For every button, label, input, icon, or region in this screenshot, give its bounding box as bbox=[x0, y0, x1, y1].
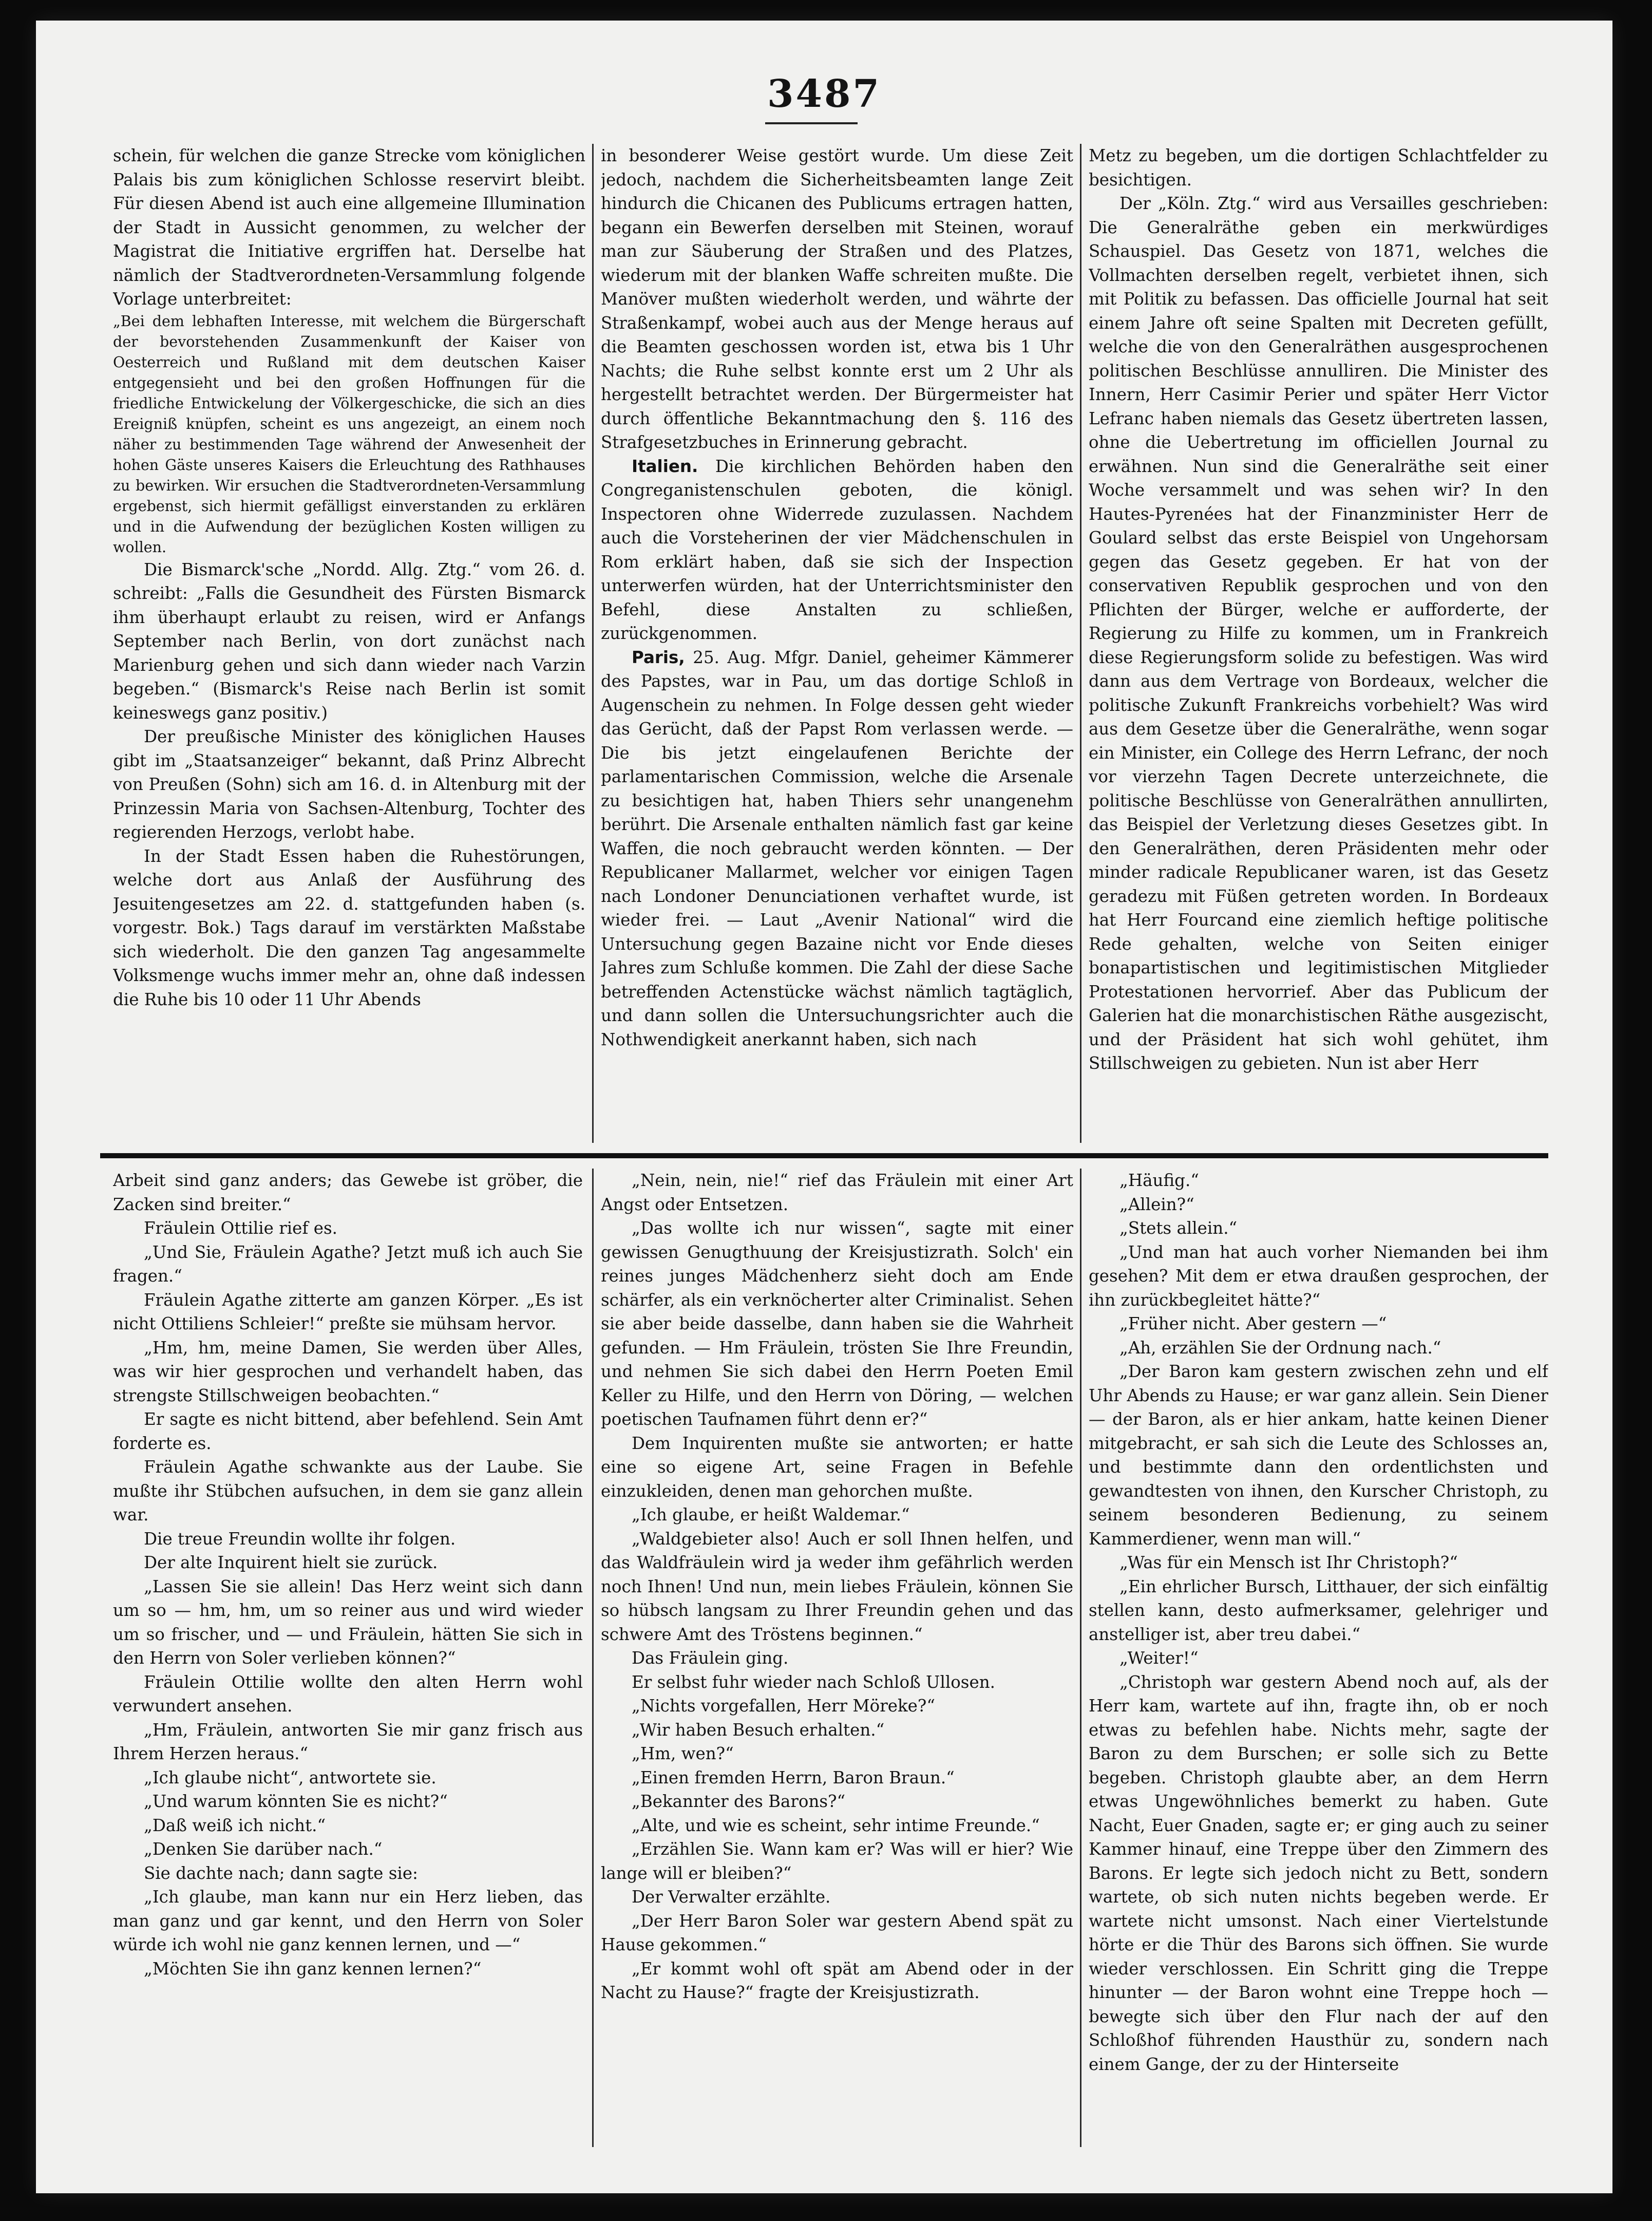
page-number: 3487 bbox=[767, 72, 881, 116]
paragraph bbox=[113, 1216, 583, 1240]
paragraph bbox=[601, 1814, 1073, 1838]
paragraph-text: In der Stadt Essen haben die Ruhestörungen, welche dort aus Anlaß der Ausführung des Jesuitengesetzes am 22. d. stattgefunden haben (s. vorgestr. Bok.) Tags darauf im verstärkten Maßstabe sich wiederholt. Die den ganzen Tag angesammelte Volksmenge wuchs immer mehr an, ohne daß indessen die Ruhe bis 10 oder 11 Uhr Abends bbox=[113, 846, 585, 1009]
page-number-underline bbox=[765, 122, 858, 124]
newspaper-page bbox=[36, 21, 1612, 2193]
paragraph-text: Sie dachte nach; dann sagte sie: bbox=[144, 1863, 418, 1883]
paragraph bbox=[113, 1885, 583, 1957]
paragraph-text: „Stets allein.“ bbox=[1119, 1218, 1238, 1238]
paragraph bbox=[1089, 1360, 1548, 1551]
paragraph-text: „Und man hat auch vorher Niemanden bei ihm gesehen? Mit dem er etwa draußen gesprochen, der ihn zurückbegleitet hätte?“ bbox=[1089, 1242, 1548, 1310]
paragraph-text: „Hm, hm, meine Damen, Sie werden über Alles, was wir hier gesprochen und verhandelt haben, das strengste Stillschweigen beobachten.“ bbox=[113, 1338, 583, 1405]
paragraph bbox=[1089, 1216, 1548, 1240]
paragraph bbox=[601, 1527, 1073, 1647]
paragraph-text: „Möchten Sie ihn ganz kennen lernen?“ bbox=[144, 1959, 482, 1979]
paragraph bbox=[1089, 1240, 1548, 1312]
paragraph-text: Dem Inquirenten mußte sie antworten; er hatte eine so eigene Art, seine Fragen in Befehle einzukleiden, denen man gehorchen mußte. bbox=[601, 1433, 1073, 1501]
paragraph-text: „Hm, Fräulein, antworten Sie mir ganz frisch aus Ihrem Herzen heraus.“ bbox=[113, 1720, 583, 1763]
paragraph bbox=[1089, 1312, 1548, 1336]
paragraph-text: Fräulein Agathe zitterte am ganzen Körper. „Es ist nicht Ottiliens Schleier!“ preßte sie mühsam hervor. bbox=[113, 1290, 583, 1333]
paragraph bbox=[1089, 1646, 1548, 1670]
paragraph bbox=[113, 1861, 583, 1886]
paragraph bbox=[601, 1694, 1073, 1718]
paragraph-text: „Das wollte ich nur wissen“, sagte mit einer gewissen Genugthuung der Kreisjustizrath. Solch' ein reines junges Mädchenherz sieht doch am Ende schärfer, als ein verknöcherter alter Criminalist. Sehen sie aber beide dasselbe, dann haben sie die Wahrheit gefunden. — Hm Fräulein, trösten Sie Ihre Freundin, und nehmen Sie sich dabei den Herrn Poeten Emil Keller zu Hilfe, und den Herrn von Döring, — welchen poetischen Taufnamen führt denn er?“ bbox=[601, 1218, 1073, 1429]
paragraph-text: „Waldgebieter also! Auch er soll Ihnen helfen, und das Waldfräulein wird ja weder ihm gefährlich werden noch Ihnen! Und nun, mein liebes Fräulein, können Sie so hübsch langsam zu Ihrer Freundin gehen und das schwere Amt des Tröstens beginnen.“ bbox=[601, 1529, 1073, 1644]
paragraph-text: „Ich glaube, er heißt Waldemar.“ bbox=[632, 1505, 910, 1524]
paragraph bbox=[1089, 1551, 1548, 1575]
paragraph-text: Der Verwalter erzählte. bbox=[632, 1887, 831, 1907]
column-divider bbox=[592, 144, 594, 1143]
paragraph-text: „Ah, erzählen Sie der Ordnung nach.“ bbox=[1119, 1338, 1441, 1358]
paragraph bbox=[113, 1790, 583, 1814]
paragraph-text: Das Fräulein ging. bbox=[632, 1648, 789, 1668]
column-divider bbox=[1080, 144, 1081, 1143]
paragraph bbox=[113, 844, 585, 1012]
news-column-1 bbox=[113, 144, 585, 1143]
paragraph bbox=[1089, 1336, 1548, 1360]
paragraph-text: Er selbst fuhr wieder nach Schloß Ullosen. bbox=[632, 1672, 995, 1692]
paragraph-text: „Hm, wen?“ bbox=[632, 1744, 734, 1763]
paragraph bbox=[601, 1837, 1073, 1885]
paragraph-text: „Der Baron kam gestern zwischen zehn und elf Uhr Abends zu Hause; er war ganz allein. Sein Diener — der Baron, als er hier ankam, hatte keinen Diener mitgebracht, er sah sich die Leute des Schlosses an, und bestimmte dann den ordentlichsten und gewandtesten von ihnen, den Kurscher Christoph, zu seinem besonderen Bedienung, zu seinem Kammerdiener, wenn man will.“ bbox=[1089, 1362, 1548, 1549]
paragraph bbox=[601, 1503, 1073, 1527]
paragraph-text: „Denken Sie darüber nach.“ bbox=[144, 1839, 383, 1859]
paragraph-text: „Daß weiß ich nicht.“ bbox=[144, 1815, 326, 1835]
paragraph bbox=[113, 311, 585, 558]
paragraph-text: „Früher nicht. Aber gestern —“ bbox=[1119, 1314, 1387, 1333]
paragraph bbox=[601, 646, 1073, 1052]
paragraph bbox=[601, 1169, 1073, 1216]
paragraph-text: „Bekannter des Barons?“ bbox=[632, 1792, 846, 1811]
paragraph-text: „Häufig.“ bbox=[1119, 1171, 1199, 1190]
paragraph bbox=[601, 1718, 1073, 1742]
paragraph-text: „Einen fremden Herrn, Baron Braun.“ bbox=[632, 1767, 955, 1787]
paragraph bbox=[113, 1336, 583, 1408]
paragraph bbox=[1089, 1670, 1548, 2077]
paragraph-text: „Wir haben Besuch erhalten.“ bbox=[632, 1720, 885, 1740]
paragraph-text: Fräulein Ottilie rief es. bbox=[144, 1218, 337, 1238]
paragraph-text: „Und warum könnten Sie es nicht?“ bbox=[144, 1792, 448, 1811]
paragraph-text: Der preußische Minister des königlichen Hauses gibt im „Staatsanzeiger“ bekannt, daß Prinz Albrecht von Preußen (Sohn) sich am 16. d. in Altenburg mit der Prinzessin Maria von Sachsen-Altenburg, Tochter des regierenden Herzogs, verlobt habe. bbox=[113, 727, 585, 842]
paragraph-text: „Weiter!“ bbox=[1119, 1648, 1199, 1668]
paragraph-text: „Bei dem lebhaften Interesse, mit welchem die Bürgerschaft der bevorstehenden Zusammenkunft der Kaiser von Oesterreich und Rußland mit dem deutschen Kaiser entgegensieht und bei den großen Hoffnungen für die friedliche Entwickelung der Völkergeschicke, die sich an dies Ereigniß knüpfen, scheint es uns angezeigt, an einem noch näher zu bestimmenden Tage während der Anwesenheit der hohen Gäste unseres Kaisers die Erleuchtung des Rathhauses zu bewirken. Wir ersuchen die Stadtverordneten-Versammlung ergebenst, sich hiermit gefälligst einverstanden zu erklären und in die Aufwendung der bezüglichen Kosten willigen zu wollen. bbox=[113, 312, 585, 556]
paragraph bbox=[113, 1670, 583, 1718]
paragraph bbox=[1089, 1193, 1548, 1217]
paragraph-text: in besonderer Weise gestört wurde. Um diese Zeit jedoch, nachdem die Sicherheitsbeamten lange Zeit hindurch die Chicanen des Publicums ertragen hatten, begann ein Bewerfen derselben mit Steinen, worauf man zur Säuberung der Straßen und des Platzes, wiederum mit der blanken Waffe schreiten mußte. Die Manöver mußten wiederholt werden, und währte der Straßenkampf, wobei auch aus der Menge heraus auf die Beamten geschossen worden ist, etwa bis 1 Uhr Nachts; die Ruhe selbst konnte erst um 2 Uhr als hergestellt betrachtet werden. Der Bürgermeister hat durch öffentliche Bekanntmachung den §. 116 des Strafgesetzbuches in Erinnerung gebracht. bbox=[601, 146, 1073, 452]
paragraph bbox=[113, 558, 585, 725]
paragraph-text: 25. Aug. Mfgr. Daniel, geheimer Kämmerer des Papstes, war in Pau, um das dortige Schloß in Augenschein zu nehmen. In Folge dessen geht wieder das Gerücht, daß der Papst Rom verlassen werde. — Die bis jetzt eingelaufenen Berichte der parlamentarischen Commission, welche die Arsenale zu besichtigen hat, haben Thiers sehr unangenehm berührt. Die Arsenale enthalten nämlich fast gar keine Waffen, die noch gebraucht werden könnten. — Der Republicaner Mallarmet, welcher vor einigen Tagen nach Londoner Denunciationen verhaftet wurde, ist wieder frei. — Laut „Avenir National“ wird die Untersuchung gegen Bazaine nicht vor Ende dieses Jahres zum Schluße kommen. Die Zahl der diese Sache betreffenden Actenstücke wächst nämlich tagtäglich, und dann sollen die Untersuchungsrichter auch die Nothwendigkeit anerkannt haben, sich nach bbox=[601, 647, 1073, 1049]
paragraph-text: „Nichts vorgefallen, Herr Möreke?“ bbox=[632, 1696, 935, 1716]
feuilleton-column-1 bbox=[113, 1169, 583, 2147]
paragraph bbox=[601, 1885, 1073, 1909]
paragraph bbox=[113, 1407, 583, 1455]
paragraph-text: „Lassen Sie sie allein! Das Herz weint sich dann um so — hm, hm, um so reiner aus und wird wieder um so frischer, und — und Fräulein, hätten Sie sich in den Herrn von Soler verlieben können?“ bbox=[113, 1576, 583, 1668]
paragraph bbox=[601, 1216, 1073, 1432]
paragraph bbox=[1089, 192, 1548, 1076]
paragraph bbox=[113, 1455, 583, 1527]
paragraph-text: Die kirchlichen Behörden haben den Congreganistenschulen geboten, die königl. Inspectoren ohne Widerrede zuzulassen. Nachdem auch die Vorsteherinen der vier Mädchenschulen in Rom erklärt haben, daß sie sich der Inspection unterwerfen würden, hat der Unterrichtsminister den Befehl, diese Anstalten zu schließen, zurückgenommen. bbox=[601, 456, 1073, 643]
paragraph-text: Die treue Freundin wollte ihr folgen. bbox=[144, 1529, 456, 1549]
paragraph bbox=[601, 1432, 1073, 1503]
column-divider bbox=[592, 1169, 594, 2147]
paragraph bbox=[113, 725, 585, 844]
paragraph bbox=[1089, 144, 1548, 192]
paragraph bbox=[601, 455, 1073, 646]
paragraph-text: Die Bismarck'sche „Nordd. Allg. Ztg.“ vom 26. d. schreibt: „Falls die Gesundheit des Fürsten Bismarck ihm überhaupt erlaubt zu reisen, wird er Anfangs September nach Berlin, von dort zunächst nach Marienburg gehen und sich dann wieder nach Varzin begeben.“ (Bismarck's Reise nach Berlin ist somit keineswegs ganz positiv.) bbox=[113, 559, 585, 723]
paragraph bbox=[601, 1670, 1073, 1695]
paragraph bbox=[113, 144, 585, 311]
paragraph-text: Fräulein Agathe schwankte aus der Laube. Sie mußte ihr Stübchen aufsuchen, in dem sie ganz allein war. bbox=[113, 1457, 583, 1524]
paragraph-text: Metz zu begeben, um die dortigen Schlachtfelder zu besichtigen. bbox=[1089, 146, 1548, 190]
paragraph-text: „Alte, und wie es scheint, sehr intime Freunde.“ bbox=[632, 1815, 1040, 1835]
paragraph-text: „Der Herr Baron Soler war gestern Abend spät zu Hause gekommen.“ bbox=[601, 1911, 1073, 1954]
news-column-2 bbox=[601, 144, 1073, 1143]
paragraph-text: „Was für ein Mensch ist Ihr Christoph?“ bbox=[1119, 1553, 1458, 1572]
paragraph-text: Der „Köln. Ztg.“ wird aus Versailles geschrieben: Die Generalräthe geben ein merkwürdiges Schauspiel. Das Gesetz von 1871, welches die Vollmachten derselben regelt, verbietet ihnen, sich mit Politik zu befassen. Das officielle Journal hat seit einem Jahre oft seine Spalten mit Decreten gefüllt, welche die von den Generalräthen ausgesprochenen politischen Beschlüsse annulliren. Die Minister des Innern, Herr Casimir Perier und später Herr Victor Lefranc haben niemals das Gesetz übertreten lassen, ohne die Uebertretung im officiellen Journal zu erwähnen. Nun sind die Generalräthe seit einer Woche versammelt und was sehen wir? In den Hautes-Pyrenées hat der Finanzminister Herr de Goulard selbst das erste Beispiel von Ungehorsam gegen das Gesetz gegeben. Er hat von der conservativen Republik gesprochen und von den Pflichten der Bürger, welche er aufforderte, der Regierung zu Hilfe zu kommen, um in Frankreich diese Regierungsform solide zu befestigen. Was wird dann aus dem Vertrage von Bordeaux, welcher die politische Zukunft Frankreichs vorbehielt? Was wird aus dem Gesetze über die Generalräthe, wenn sogar ein Minister, ein College des Herrn Lefranc, der noch vor vierzehn Tagen Decrete unterzeichnete, die politische Beschlüsse von Generalräthen annullirten, das Beispiel der Verletzung dieses Gesetzes gibt. In den Generalräthen, deren Präsidenten mehr oder minder radicale Republicaner waren, ist das Gesetz geradezu mit Füßen getreten worden. In Bordeaux hat Herr Fourcand eine ziemlich heftige politische Rede gehalten, welche von Seiten einiger bonapartistischen und legitimistischen Mitglieder Protestationen hervorrief. Aber das Publicum der Galerien hat die monarchistischen Räthe ausgezischt, und der Präsident hat sich wohl gehütet, ihm Stillschweigen zu gebieten. Nun ist aber Herr bbox=[1089, 194, 1548, 1073]
paragraph bbox=[113, 1814, 583, 1838]
paragraph bbox=[113, 1240, 583, 1288]
paragraph-text: „Ich glaube, man kann nur ein Herz lieben, das man ganz und gar kennt, und den Herrn von Soler würde ich wohl nie ganz kennen lernen, und —“ bbox=[113, 1887, 583, 1954]
paragraph-text: Der alte Inquirent hielt sie zurück. bbox=[144, 1553, 438, 1572]
paragraph bbox=[601, 1766, 1073, 1790]
paragraph-text: „Ich glaube nicht“, antwortete sie. bbox=[144, 1767, 436, 1787]
section-heading: Italien. bbox=[632, 456, 698, 476]
paragraph-text: „Er kommt wohl oft spät am Abend oder in der Nacht zu Hause?“ fragte der Kreisjustizrath. bbox=[601, 1959, 1073, 2002]
paragraph bbox=[601, 1957, 1073, 2005]
paragraph bbox=[601, 144, 1073, 455]
paragraph bbox=[1089, 1169, 1548, 1193]
paragraph bbox=[113, 1169, 583, 1216]
feuilleton-column-2 bbox=[601, 1169, 1073, 2147]
paragraph-text: „Nein, nein, nie!“ rief das Fräulein mit einer Art Angst oder Entsetzen. bbox=[601, 1171, 1073, 1214]
paragraph bbox=[601, 1646, 1073, 1670]
news-column-3 bbox=[1089, 144, 1548, 1143]
feuilleton-separator bbox=[100, 1153, 1548, 1158]
paragraph bbox=[601, 1790, 1073, 1814]
paragraph-text: „Und Sie, Fräulein Agathe? Jetzt muß ich auch Sie fragen.“ bbox=[113, 1242, 583, 1286]
paragraph-text: „Christoph war gestern Abend noch auf, als der Herr kam, wartete auf ihn, fragte ihn, ob er noch etwas zu befehlen habe. Nichts mehr, sagte der Baron zu dem Burschen; er solle sich zu Bette begeben. Christoph glaubte aber, an dem Herrn etwas Ungewöhnliches bemerkt zu haben. Gute Nacht, Euer Gnaden, sagte er; er ging auch zu seiner Kammer hinauf, eine Treppe über den Zimmern des Barons. Er legte sich jedoch nicht zu Bett, sondern wartete, ob sich nuten nichts begeben werde. Er wartete nicht umsonst. Nach einer Viertelstunde hörte er die Thür des Barons sich öffnen. Sie wurde wieder verschlossen. Ein Schritt ging die Treppe hinunter — der Baron wohnt eine Treppe hoch — bewegte sich über den Flur nach der auf den Schloßhof führenden Hausthür zu, sondern nach einem Gange, der zu der Hinterseite bbox=[1089, 1672, 1548, 2074]
paragraph bbox=[113, 1288, 583, 1336]
paragraph-text: Er sagte es nicht bittend, aber befehlend. Sein Amt forderte es. bbox=[113, 1409, 583, 1453]
paragraph bbox=[113, 1551, 583, 1575]
paragraph-text: „Ein ehrlicher Bursch, Litthauer, der sich einfältig stellen kann, desto aufmerksamer, gelehriger und anstelliger ist, aber treu dabei.“ bbox=[1089, 1576, 1548, 1644]
paragraph-text: schein, für welchen die ganze Strecke vom königlichen Palais bis zum königlichen Schlosse reservirt bleibt. Für diesen Abend ist auch eine allgemeine Illumination der Stadt in Aussicht genommen, zu welcher der Magistrat die Initiative ergriffen hat. Derselbe hat nämlich der Stadtverordneten-Versammlung folgende Vorlage unterbreitet: bbox=[113, 146, 585, 309]
paragraph bbox=[1089, 1575, 1548, 1647]
paragraph-text: „Allein?“ bbox=[1119, 1194, 1194, 1214]
paragraph bbox=[113, 1837, 583, 1861]
paragraph bbox=[113, 1766, 583, 1790]
paragraph bbox=[113, 1575, 583, 1670]
paragraph bbox=[601, 1909, 1073, 1957]
section-heading: Paris, bbox=[632, 647, 685, 667]
paragraph bbox=[113, 1718, 583, 1766]
paragraph-text: Fräulein Ottilie wollte den alten Herrn wohl verwundert ansehen. bbox=[113, 1672, 583, 1716]
feuilleton-column-3 bbox=[1089, 1169, 1548, 2147]
column-divider bbox=[1080, 1169, 1081, 2147]
paragraph-text: Arbeit sind ganz anders; das Gewebe ist gröber, die Zacken sind breiter.“ bbox=[113, 1171, 583, 1214]
paragraph bbox=[601, 1742, 1073, 1766]
paragraph bbox=[113, 1527, 583, 1551]
paragraph-text: „Erzählen Sie. Wann kam er? Was will er hier? Wie lange will er bleiben?“ bbox=[601, 1839, 1073, 1883]
paragraph bbox=[113, 1957, 583, 1981]
